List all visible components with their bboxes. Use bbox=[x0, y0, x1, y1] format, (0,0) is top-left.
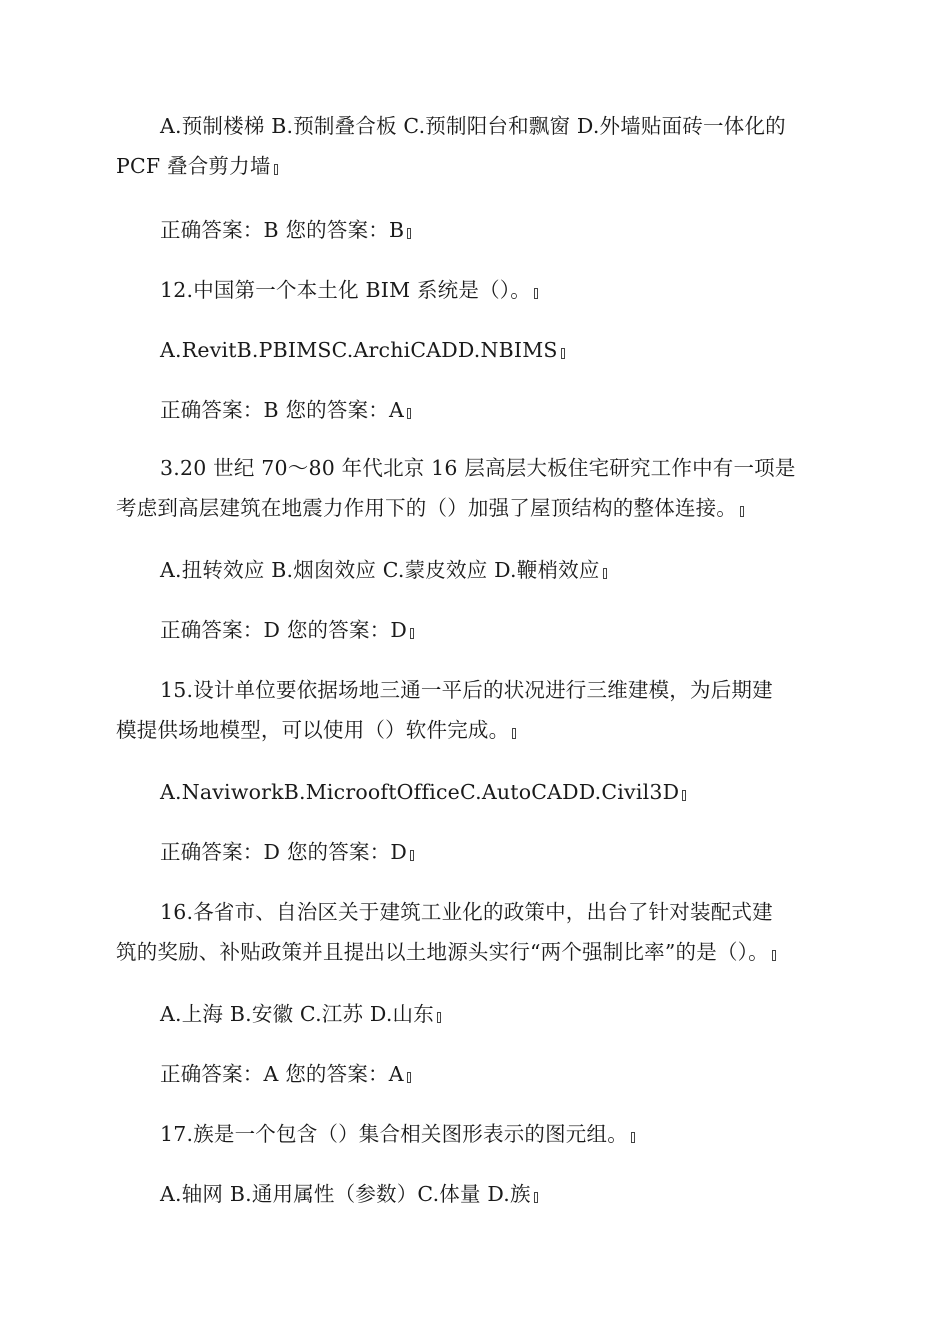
options-question-16 bbox=[116, 994, 836, 1034]
text-line: 正确答案：D 您的答案：D bbox=[160, 618, 407, 642]
options-question-15 bbox=[116, 772, 836, 812]
text-line: A.轴网 B.通用属性（参数）C.体量 D.族 bbox=[160, 1182, 531, 1206]
question-15 bbox=[116, 670, 836, 750]
answer-question-11 bbox=[116, 210, 836, 250]
question-16 bbox=[116, 892, 836, 972]
text-line: 模提供场地模型，可以使用（）软件完成。 bbox=[116, 718, 510, 742]
text-line: A.扭转效应 B.烟囱效应 C.蒙皮效应 D.鞭梢效应 bbox=[160, 558, 600, 582]
paragraph-mark-icon bbox=[534, 1192, 538, 1203]
paragraph-mark-icon bbox=[274, 164, 278, 175]
question-12 bbox=[116, 270, 836, 310]
options-question-12 bbox=[116, 330, 836, 370]
text-line: 正确答案：B 您的答案：B bbox=[160, 218, 405, 242]
text-line: 正确答案：B 您的答案：A bbox=[160, 398, 404, 422]
paragraph-mark-icon bbox=[407, 408, 411, 419]
text-line: A.NaviworkB.MicrooftOfficeC.AutoCADD.Civil3D bbox=[160, 780, 680, 804]
text-line: 15.设计单位要依据场地三通一平后的状况进行三维建模，为后期建 bbox=[160, 678, 773, 702]
text-line: 12.中国第一个本土化 BIM 系统是（）。 bbox=[160, 278, 531, 302]
text-line: 正确答案：A 您的答案：A bbox=[160, 1062, 404, 1086]
text-line: A.上海 B.安徽 C.江苏 D.山东 bbox=[160, 1002, 434, 1026]
text-line: PCF 叠合剪力墙 bbox=[116, 154, 271, 178]
text-line: 考虑到高层建筑在地震力作用下的（）加强了屋顶结构的整体连接。 bbox=[116, 496, 737, 520]
answer-question-12 bbox=[116, 390, 836, 430]
answer-question-15 bbox=[116, 832, 836, 872]
paragraph-mark-icon bbox=[772, 950, 776, 961]
paragraph-mark-icon bbox=[407, 1072, 411, 1083]
text-line: 17.族是一个包含（）集合相关图形表示的图元组。 bbox=[160, 1122, 628, 1146]
text-line: A.预制楼梯 B.预制叠合板 C.预制阳台和飘窗 D.外墙贴面砖一体化的 bbox=[160, 114, 786, 138]
text-line: 正确答案：D 您的答案：D bbox=[160, 840, 407, 864]
text-line: 3.20 世纪 70～80 年代北京 16 层高层大板住宅研究工作中有一项是 bbox=[160, 456, 796, 480]
paragraph-mark-icon bbox=[512, 728, 516, 739]
paragraph-mark-icon bbox=[561, 348, 565, 359]
text-line: A.RevitB.PBIMSC.ArchiCADD.NBIMS bbox=[160, 338, 558, 362]
options-question-3 bbox=[116, 550, 836, 590]
question-17 bbox=[116, 1114, 836, 1154]
paragraph-mark-icon bbox=[631, 1132, 635, 1143]
paragraph-mark-icon bbox=[407, 228, 411, 239]
answer-question-3 bbox=[116, 610, 836, 650]
question-3 bbox=[116, 448, 836, 528]
answer-question-16 bbox=[116, 1054, 836, 1094]
paragraph-mark-icon bbox=[682, 790, 686, 801]
options-question-11 bbox=[116, 106, 836, 186]
options-question-17 bbox=[116, 1174, 836, 1214]
paragraph-mark-icon bbox=[410, 850, 414, 861]
paragraph-mark-icon bbox=[534, 288, 538, 299]
paragraph-mark-icon bbox=[410, 628, 414, 639]
paragraph-mark-icon bbox=[437, 1012, 441, 1023]
paragraph-mark-icon bbox=[740, 506, 744, 517]
paragraph-mark-icon bbox=[603, 568, 607, 579]
text-line: 16.各省市、自治区关于建筑工业化的政策中，出台了针对装配式建 bbox=[160, 900, 773, 924]
text-line: 筑的奖励、补贴政策并且提出以土地源头实行“两个强制比率”的是（）。 bbox=[116, 940, 769, 964]
